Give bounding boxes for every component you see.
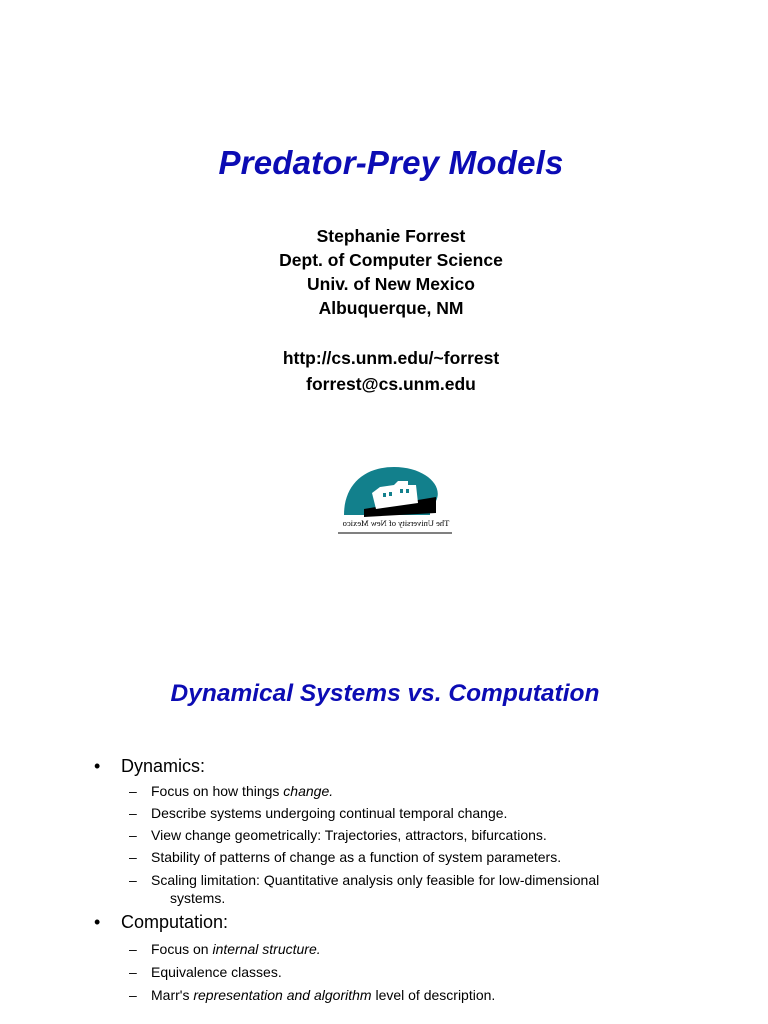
bullet-computation-label: Computation: — [121, 912, 229, 932]
bullet-computation-marker: • — [94, 912, 101, 932]
item-text: Focus on how things — [151, 783, 284, 799]
dynamics-item-text: View change geometrically: Trajectories, attractors, bifurcations. — [151, 827, 547, 843]
author-block — [0, 224, 768, 320]
item-emphasis: change. — [283, 783, 334, 799]
author-university: Univ. of New Mexico — [307, 274, 475, 294]
bullet-dynamics-label: Dynamics: — [121, 756, 206, 776]
author-url: http://cs.unm.edu/~forrest — [282, 348, 500, 368]
dynamics-item-text: Stability of patterns of change as a function of system parameters. — [151, 849, 562, 865]
item-text: level of description. — [371, 987, 496, 1003]
dynamics-item-continuation: systems. — [170, 890, 226, 906]
item-emphasis: representation and algorithm — [193, 987, 372, 1003]
author-name: Stephanie Forrest — [316, 226, 466, 246]
dash-marker: – — [129, 987, 137, 1003]
dash-marker: – — [129, 964, 137, 980]
author-department: Dept. of Computer Science — [279, 250, 503, 270]
logo-caption: The University of New Mexico — [342, 518, 450, 528]
author-email: forrest@cs.unm.edu — [306, 374, 476, 394]
item-text: Focus on — [151, 941, 213, 957]
dynamics-item-text — [151, 782, 333, 800]
dash-marker: – — [129, 783, 137, 799]
computation-item-text: Equivalence classes. — [151, 964, 282, 980]
dash-marker: – — [129, 872, 137, 888]
computation-item-text — [151, 986, 495, 1004]
section-title: Dynamical Systems vs. Computation — [170, 680, 600, 707]
contact-block — [0, 345, 768, 397]
dash-marker: – — [129, 805, 137, 821]
dash-marker: – — [129, 827, 137, 843]
slide-title: Predator-Prey Models — [218, 144, 564, 181]
dynamics-item-text: Scaling limitation: Quantitative analysis only feasible for low-dimensional — [151, 872, 600, 888]
author-location: Albuquerque, NM — [318, 298, 464, 318]
item-text: Marr's — [151, 987, 194, 1003]
bullet-dynamics-marker: • — [94, 756, 101, 776]
computation-item-text — [151, 940, 321, 958]
dash-marker: – — [129, 849, 137, 865]
dash-marker: – — [129, 941, 137, 957]
item-emphasis: internal structure. — [212, 941, 321, 957]
dynamics-item-text: Describe systems undergoing continual temporal change. — [151, 805, 508, 821]
